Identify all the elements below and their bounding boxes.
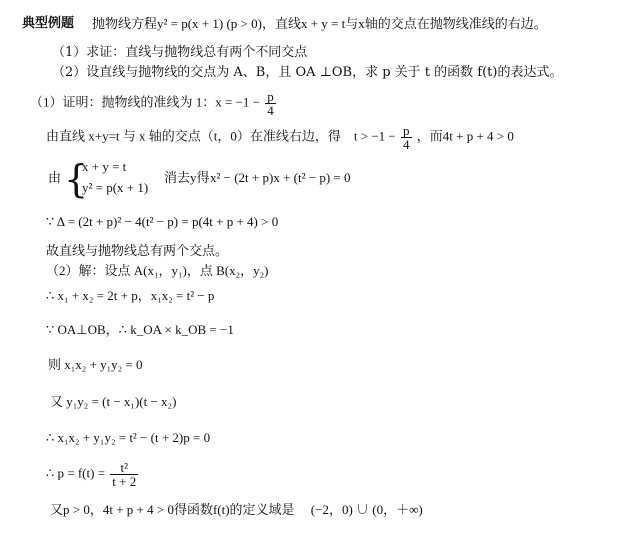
dot-product-step: 则 x₁x₂ + y₁y₂ = 0	[48, 357, 143, 372]
combined-step: ∴ x₁x₂ + y₁y₂ = t² − (t + 2)p = 0	[46, 430, 211, 445]
left-brace-icon: {	[64, 157, 89, 201]
fraction-numerator: t²	[110, 461, 138, 475]
fraction-t2-over-t-plus-2	[110, 461, 138, 488]
y-product-step: 又 y₁y₂ = (t − x₁)(t − x₂)	[50, 394, 177, 409]
fraction-denominator: 4	[267, 103, 274, 118]
quadratic-result: x² − (2t + p)x + (t² − p) = 0	[210, 170, 351, 185]
vieta-step: ∴ x₁ + x₂ = 2t + p，x₁x₂ = t² − p	[46, 288, 215, 303]
function-prefix: ∴ p = f(t) =	[46, 465, 106, 481]
question-part-2: （2）设直线与抛物线的交点为 A、B，且 OA ⊥OB，求 p 关于 t 的函数 f(t)的表达式。	[52, 65, 563, 80]
solution-step-directrix	[30, 90, 278, 117]
intersection-suffix: ，而4t + p + 4 > 0	[416, 128, 514, 144]
example-label: 典型例题	[22, 16, 75, 31]
domain-conclusion: 又p > 0，4t + p + 4 > 0得函数f(t)的定义域是 (−2，0) ∪ (0，＋∞)	[50, 502, 423, 517]
fraction-numerator: p	[267, 89, 274, 104]
fraction-denominator: 4	[403, 137, 410, 152]
eliminate-text: 消去y得	[164, 170, 210, 185]
fraction-numerator: p	[403, 123, 410, 138]
fraction-p-over-4	[265, 90, 276, 117]
function-result	[46, 461, 140, 488]
conclusion-part-1: 故直线与抛物线总有两个交点。	[46, 244, 229, 259]
discriminant-step: ∵ Δ = (2t + p)² − 4(t² − p) = p(4t + p + 4) > 0	[46, 214, 279, 229]
directrix-text: （1）证明：抛物线的准线为 1：x = −1 −	[30, 94, 260, 110]
system-prefix: 由	[48, 170, 62, 185]
fraction-p-over-4	[401, 124, 412, 151]
solution-step-intersection	[46, 124, 514, 151]
intersection-text: 由直线 x+y=t 与 x 轴的交点（t，0）在准线右边，得 t > −1 −	[46, 128, 396, 144]
system-equation-2: y² = p(x + 1)	[82, 180, 149, 195]
problem-statement: 抛物线方程y² = p(x + 1) (p > 0)，直线x + y = t与x轴的交点在抛物线准线的右边。	[92, 16, 547, 31]
question-part-1: （1）求证：直线与抛物线总有两个不同交点	[52, 45, 308, 60]
part-2-setup: （2）解：设点 A(x₁，y₁)，点 B(x₂，y₂)	[46, 263, 269, 278]
system-equation-1: x + y = t	[82, 159, 127, 174]
fraction-denominator: t + 2	[112, 474, 137, 489]
perpendicular-step: ∵ OA⊥OB，∴ k_OA × k_OB = −1	[46, 322, 234, 337]
